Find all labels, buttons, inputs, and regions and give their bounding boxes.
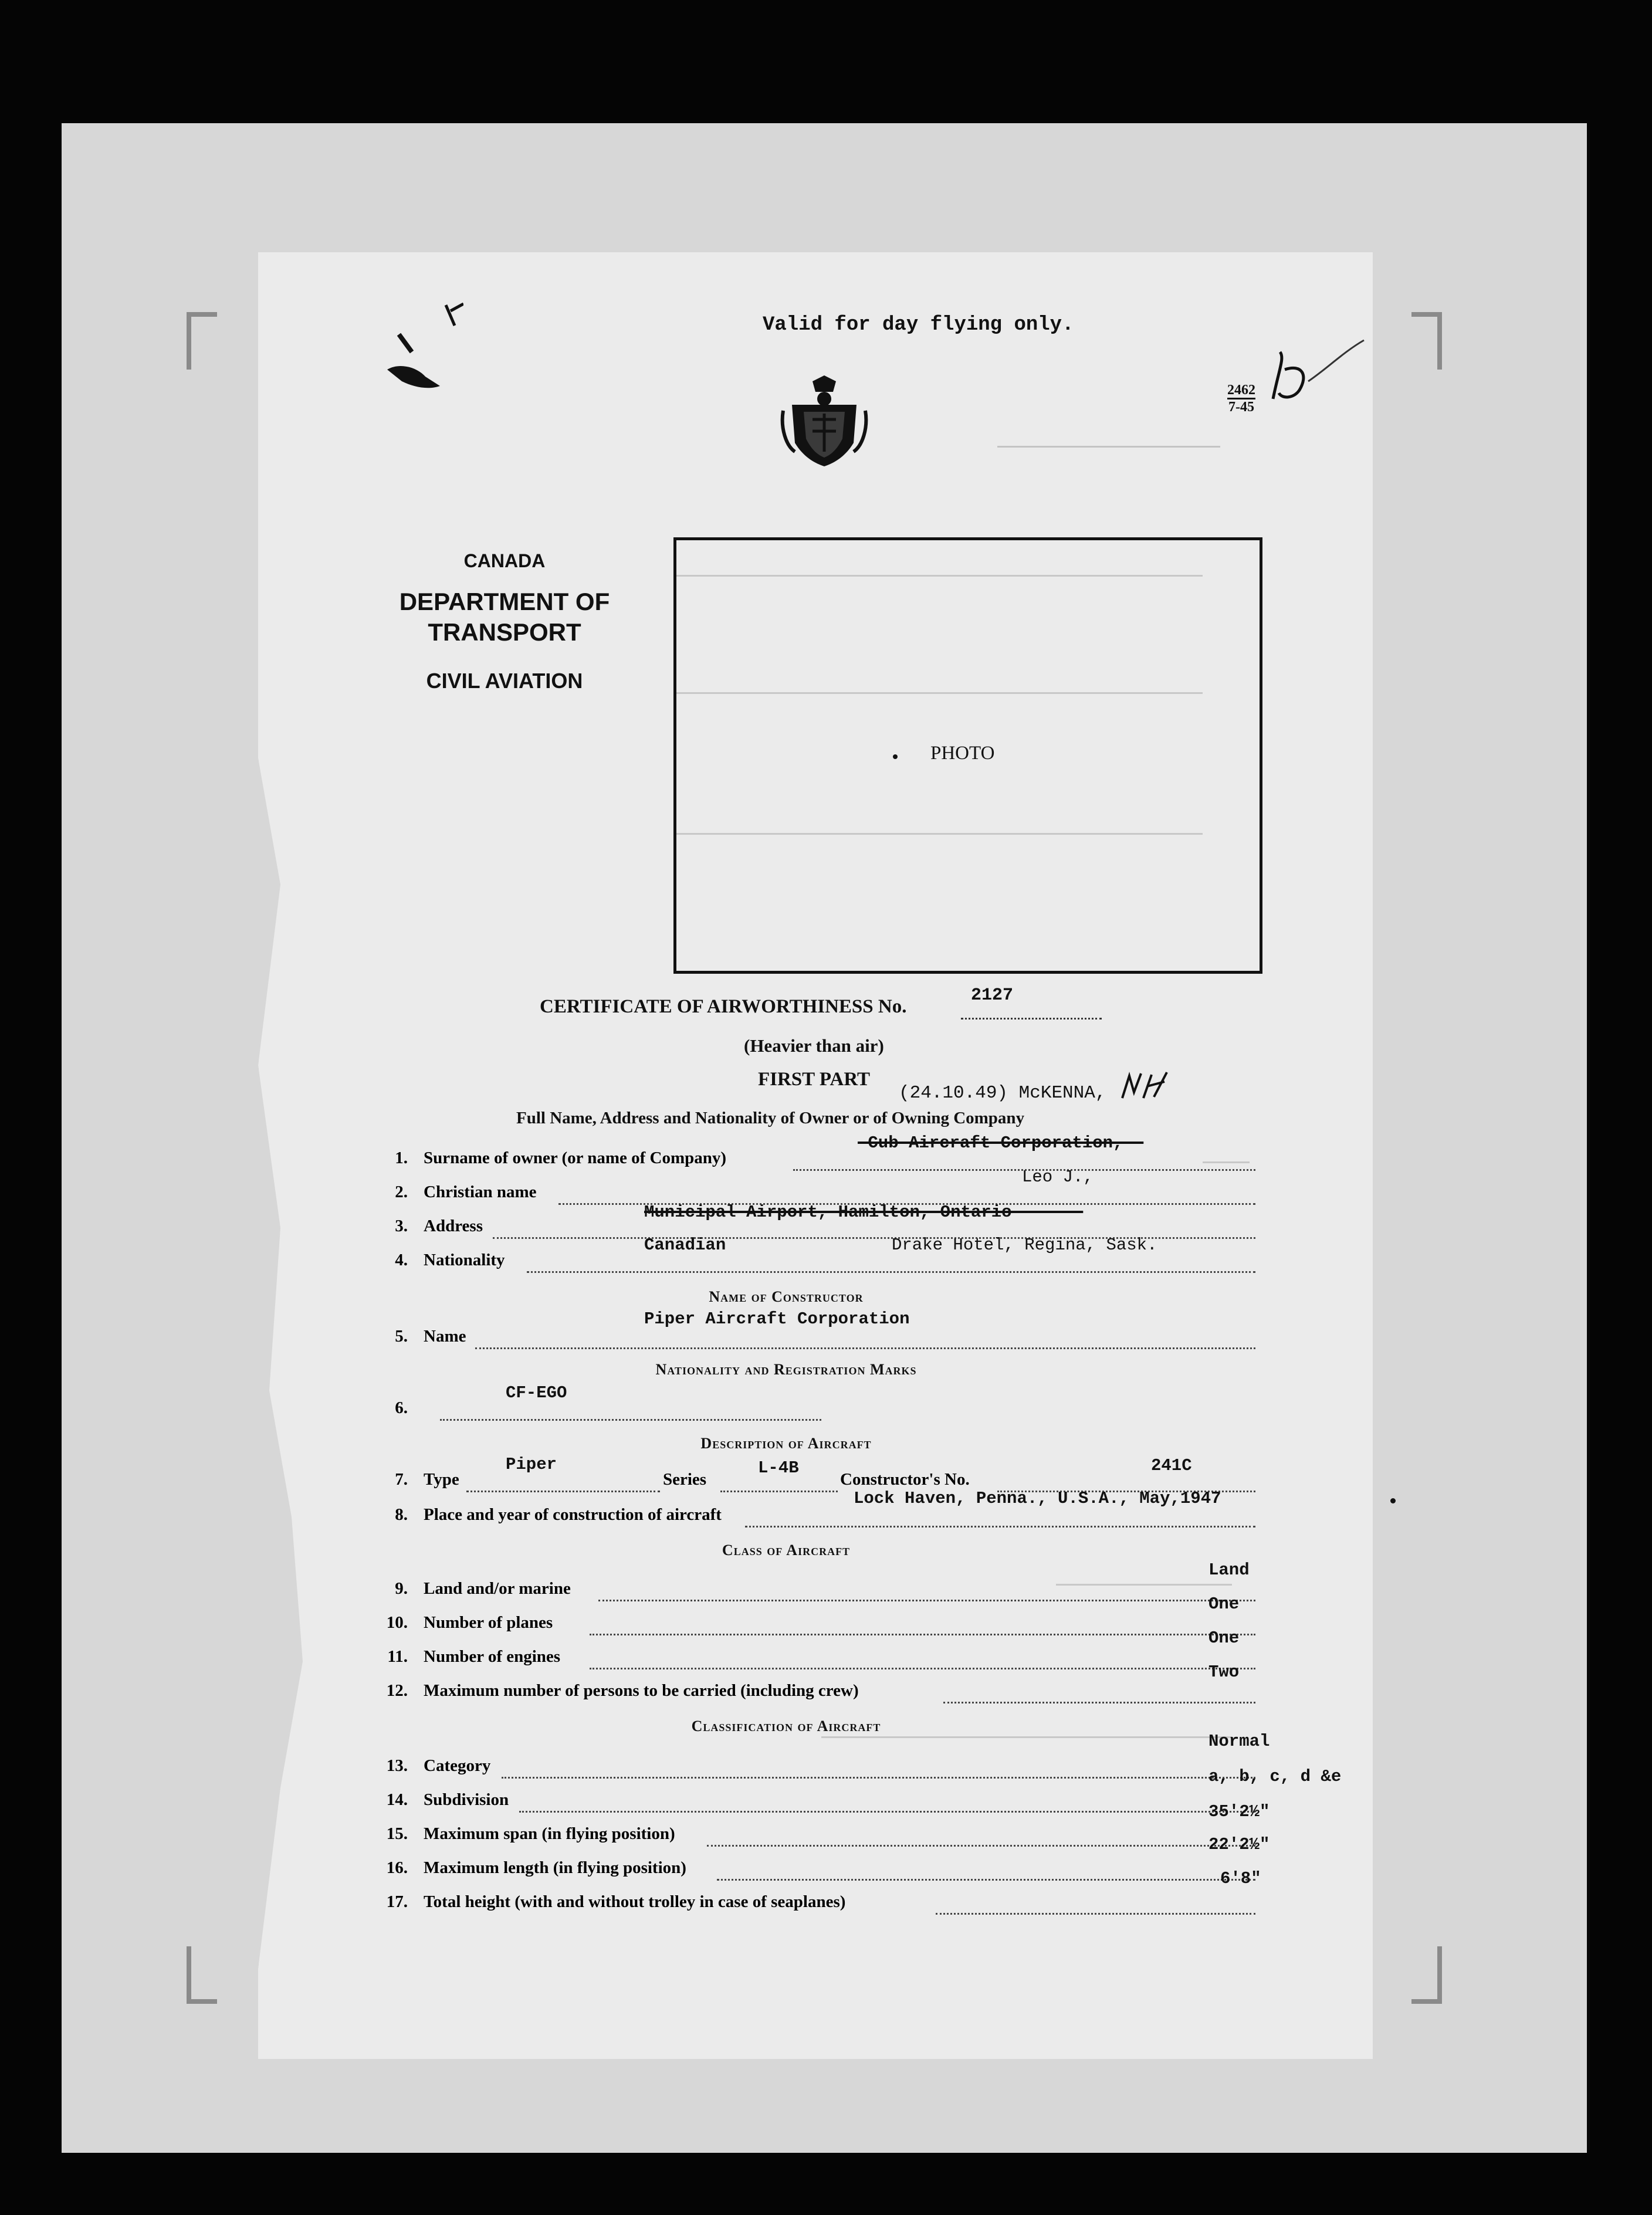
constructor-row: 5. Name (375, 1327, 1255, 1349)
ink-dot (893, 754, 898, 759)
owner-row-christian-name: 2. Christian name (375, 1183, 1255, 1205)
constructor-name-value: Piper Aircraft Corporation (644, 1309, 910, 1329)
owner-row-address: 3. Address (375, 1217, 1255, 1239)
department-heading (352, 587, 657, 648)
handwritten-initials-icon (1118, 1069, 1170, 1104)
ink-smudge-icon (375, 293, 463, 411)
certificate-subtitle: (Heavier than air) (744, 1035, 884, 1056)
department-line-1: DEPARTMENT OF (399, 588, 610, 615)
frame-corner-mark (187, 1946, 217, 2004)
handwritten-mark-icon (1267, 334, 1367, 411)
valid-note: Valid for day flying only. (763, 314, 1074, 336)
engines-value: One (1208, 1628, 1240, 1648)
planes-value: One (1208, 1594, 1240, 1614)
form-number-bottom: 7-45 (1228, 399, 1254, 415)
country-heading: CANADA (463, 550, 546, 571)
length-value: 22'2½" (1208, 1835, 1270, 1854)
photo-label: PHOTO (930, 743, 995, 764)
description-row-place: 8. Place and year of construction of aircraft (375, 1505, 1255, 1528)
registration-row: 6. (375, 1398, 1255, 1421)
frame-corner-mark (187, 312, 217, 370)
height-value: 6'8" (1220, 1869, 1261, 1888)
classification-heading: Classification of Aircraft (691, 1718, 881, 1735)
owner-christian-name-value: Leo J., (1022, 1167, 1094, 1187)
classification-row-subdivision: 14. Subdivision (375, 1790, 1255, 1813)
owner-new-address-value: Drake Hotel, Regina, Sask. (892, 1235, 1157, 1255)
frame-corner-mark (1411, 312, 1442, 370)
owner-heading: Full Name, Address and Nationality of Owner or of Owning Company (516, 1109, 1025, 1127)
owner-nationality-value: Canadian (644, 1235, 726, 1255)
class-row-persons: 12. Maximum number of persons to be carried (including crew) (375, 1681, 1255, 1703)
form-number (1227, 382, 1255, 415)
subdivision-value: a, b, c, d &e (1208, 1767, 1342, 1786)
class-row-engines: 11. Number of engines (375, 1647, 1255, 1669)
class-row-land-marine: 9. Land and/or marine (375, 1579, 1255, 1601)
certificate-title: CERTIFICATE OF AIRWORTHINESS No. (540, 996, 907, 1017)
coat-of-arms-icon (780, 375, 868, 469)
constructor-number-value: 241C (1151, 1456, 1192, 1475)
owner-row-surname: 1. Surname of owner (or name of Company) (375, 1149, 1255, 1171)
series-value: L-4B (758, 1458, 799, 1478)
division-heading: CIVIL AVIATION (426, 669, 583, 693)
place-value: Lock Haven, Penna., U.S.A., May,1947 (854, 1489, 1221, 1508)
department-line-2: TRANSPORT (428, 618, 581, 646)
type-value: Piper (506, 1455, 557, 1474)
classification-row-span: 15. Maximum span (in flying position) (375, 1824, 1255, 1847)
owner-row-nationality: 4. Nationality (375, 1251, 1255, 1273)
classification-row-length: 16. Maximum length (in flying position) (375, 1858, 1255, 1881)
constructor-heading: Name of Constructor (709, 1288, 864, 1305)
registration-value: CF-EGO (506, 1383, 567, 1403)
owner-surname-value: -Cub-Aircraft-Corporation,-- (858, 1133, 1144, 1153)
registration-heading: Nationality and Registration Marks (655, 1361, 917, 1378)
classification-row-height: 17. Total height (with and without trolley in case of seaplanes) (375, 1892, 1255, 1915)
span-value: 35'2½" (1208, 1802, 1270, 1821)
land-marine-value: Land (1208, 1560, 1250, 1580)
owner-address-value: Municipal-Airport,-Hamilton,-Ontario------- (644, 1203, 1084, 1222)
certificate-number-line (961, 1018, 1102, 1020)
amendment-annotation: (24.10.49) McKENNA, (899, 1083, 1106, 1103)
description-row-type: 7. Type Series Constructor's No. (375, 1470, 1255, 1492)
ink-dot (1390, 1498, 1396, 1503)
class-heading: Class of Aircraft (722, 1542, 851, 1559)
description-heading: Description of Aircraft (700, 1435, 872, 1452)
part-heading: FIRST PART (758, 1069, 871, 1090)
category-value: Normal (1208, 1732, 1270, 1751)
class-row-planes: 10. Number of planes (375, 1613, 1255, 1635)
frame-corner-mark (1411, 1946, 1442, 2004)
persons-value: Two (1208, 1662, 1240, 1682)
certificate-number: 2127 (971, 985, 1014, 1005)
form-number-top: 2462 (1227, 382, 1255, 399)
classification-row-category: 13. Category (375, 1756, 1255, 1779)
